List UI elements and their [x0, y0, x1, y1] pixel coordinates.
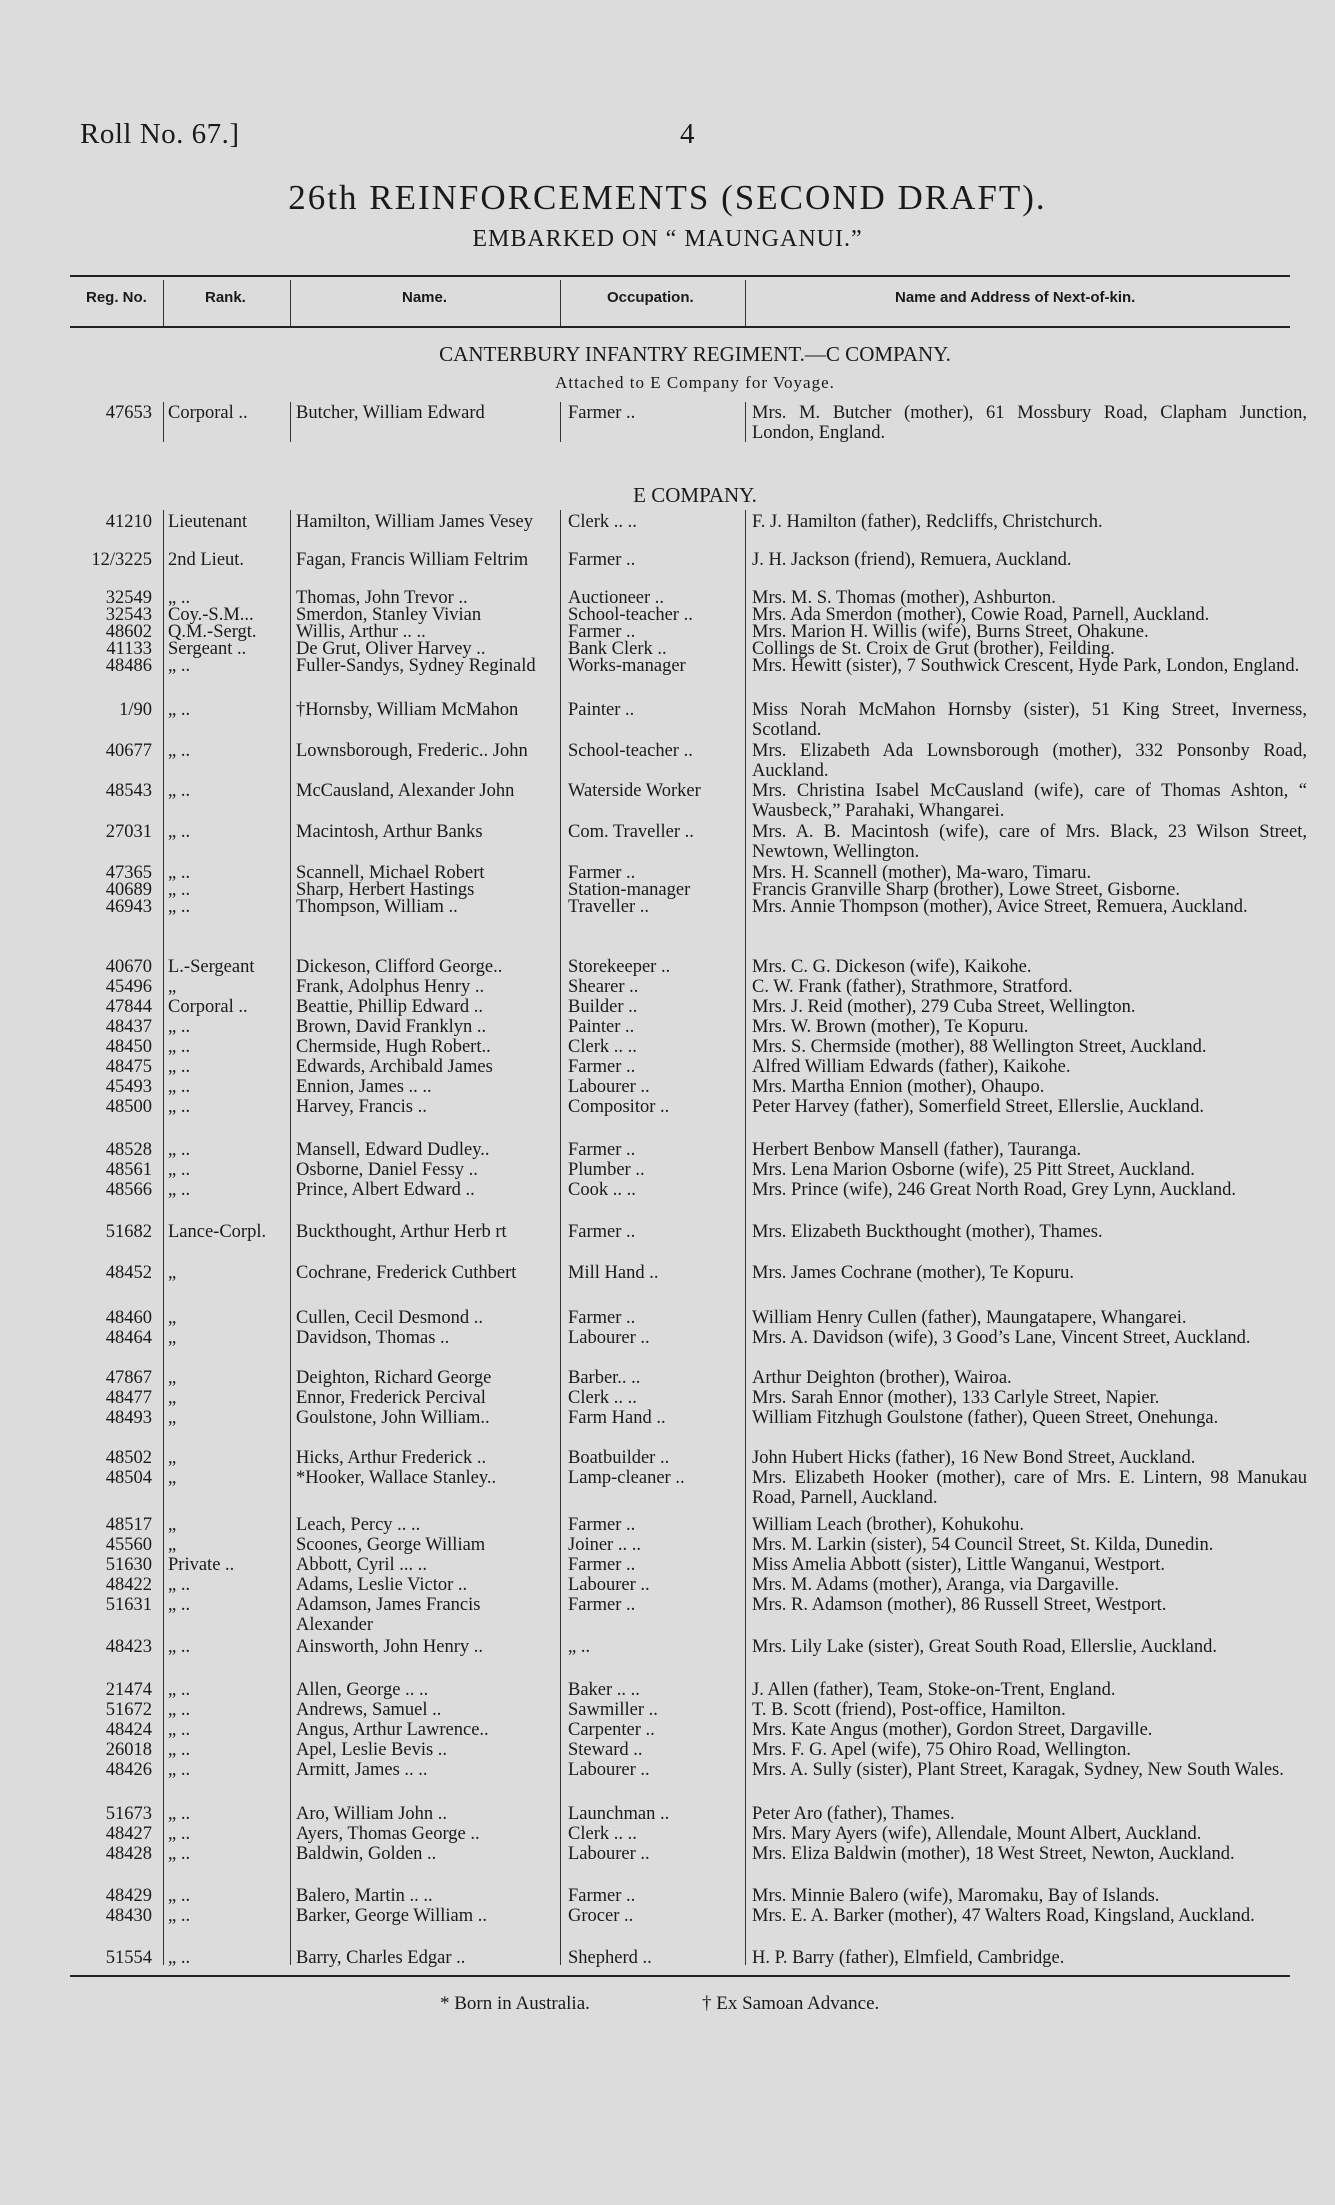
reg-number: 1/90 [119, 700, 152, 720]
reg-number: 48561 [105, 1160, 152, 1180]
occupation: School-teacher .. [568, 741, 693, 761]
reg-number: 48429 [105, 1886, 152, 1906]
rank: Lieutenant [168, 512, 248, 532]
occupation: Boatbuilder .. [568, 1448, 670, 1468]
soldier-name: Thompson, William .. [296, 897, 458, 917]
rank: „ .. [168, 1637, 191, 1657]
column-divider [745, 510, 746, 1965]
next-of-kin: Mrs. W. Brown (mother), Te Kopuru. [752, 1017, 1029, 1037]
soldier-name: Harvey, Francis .. [296, 1097, 427, 1117]
reg-number: 48500 [105, 1097, 152, 1117]
col-header-reg: Reg. No. [86, 289, 147, 306]
soldier-name: Allen, George .. .. [296, 1680, 429, 1700]
reg-number: 48543 [105, 781, 152, 801]
occupation: Barber.. .. [568, 1368, 641, 1388]
soldier-name: Ennion, James .. .. [296, 1077, 432, 1097]
reg-number: 48528 [105, 1140, 152, 1160]
next-of-kin: C. W. Frank (father), Strathmore, Stratford. [752, 977, 1073, 997]
next-of-kin: Collings de St. Croix de Grut (brother), Feilding. [752, 639, 1115, 659]
occupation: Farmer .. [568, 1222, 636, 1242]
next-of-kin: Mrs. Eliza Baldwin (mother), 18 West Street, Newton, Auckland. [752, 1844, 1235, 1864]
soldier-name: Buckthought, Arthur Herb rt [296, 1222, 507, 1242]
next-of-kin: H. P. Barry (father), Elmfield, Cambridge. [752, 1948, 1065, 1968]
occupation: Shepherd .. [568, 1948, 652, 1968]
next-of-kin: Mrs. A. B. Macintosh (wife), care of Mrs. Black, 23 Wilson Street, Newtown, Wellington. [752, 822, 1307, 862]
reg-number: 45493 [105, 1077, 152, 1097]
col-header-name: Name. [402, 289, 448, 306]
reg-number: 40677 [105, 741, 152, 761]
column-divider [560, 510, 561, 1965]
column-divider [745, 402, 746, 442]
rank: Lance-Corpl. [168, 1222, 267, 1242]
rank: „ [168, 1468, 177, 1488]
occupation: Labourer .. [568, 1760, 650, 1780]
next-of-kin: Mrs. James Cochrane (mother), Te Kopuru. [752, 1263, 1075, 1283]
reg-number: 48517 [105, 1515, 152, 1535]
reg-number: 41133 [106, 639, 152, 659]
rank: Q.M.-Sergt. [168, 622, 257, 642]
soldier-name: Prince, Albert Edward .. [296, 1180, 475, 1200]
header-divider [745, 280, 746, 326]
reg-number: 48424 [105, 1720, 152, 1740]
soldier-name: Balero, Martin .. .. [296, 1886, 433, 1906]
rank: „ .. [168, 1906, 191, 1926]
reg-number: 40670 [105, 957, 152, 977]
soldier-name: Apel, Leslie Bevis .. [296, 1740, 448, 1760]
reg-number: 48452 [105, 1263, 152, 1283]
rank: „ .. [168, 1057, 191, 1077]
header-bottom-rule [70, 326, 1290, 328]
occupation: Painter .. [568, 1017, 635, 1037]
header-divider [560, 280, 561, 326]
occupation: Station-manager [568, 880, 691, 900]
reg-number: 45496 [105, 977, 152, 997]
occupation: Grocer .. [568, 1906, 634, 1926]
reg-number: 41210 [105, 512, 152, 532]
occupation: Steward .. [568, 1740, 643, 1760]
table-bottom-rule [70, 1975, 1290, 1977]
reg-number: 48566 [105, 1180, 152, 1200]
rank: „ .. [168, 1824, 191, 1844]
reg-number: 32549 [105, 588, 152, 608]
next-of-kin: Mrs. Marion H. Willis (wife), Burns Street, Ohakune. [752, 622, 1149, 642]
soldier-name: Hicks, Arthur Frederick .. [296, 1448, 487, 1468]
next-of-kin: Mrs. F. G. Apel (wife), 75 Ohiro Road, Wellington. [752, 1740, 1131, 1760]
footnote-born-in-australia: * Born in Australia. [440, 1993, 590, 2014]
next-of-kin: Arthur Deighton (brother), Wairoa. [752, 1368, 1012, 1388]
soldier-name: Adams, Leslie Victor .. [296, 1575, 468, 1595]
column-divider [290, 402, 291, 442]
occupation: Labourer .. [568, 1575, 650, 1595]
column-divider [163, 402, 164, 442]
next-of-kin: Mrs. Elizabeth Buckthought (mother), Thames. [752, 1222, 1103, 1242]
next-of-kin: Mrs. Elizabeth Ada Lownsborough (mother), 332 Ponsonby Road, Auckland. [752, 741, 1307, 781]
occupation: Farmer .. [568, 1057, 636, 1077]
next-of-kin: Mrs. E. A. Barker (mother), 47 Walters Road, Kingsland, Auckland. [752, 1906, 1255, 1926]
rank: „ .. [168, 1595, 191, 1615]
reg-number: 48475 [105, 1057, 152, 1077]
occupation: Farmer .. [568, 1515, 636, 1535]
occupation: School-teacher .. [568, 605, 693, 625]
soldier-name: *Hooker, Wallace Stanley.. [296, 1468, 497, 1488]
occupation: Bank Clerk .. [568, 639, 667, 659]
rank: „ [168, 1388, 177, 1408]
next-of-kin: Mrs. C. G. Dickeson (wife), Kaikohe. [752, 957, 1032, 977]
next-of-kin: Mrs. A. Davidson (wife), 3 Good’s Lane, Vincent Street, Auckland. [752, 1328, 1251, 1348]
reg-number: 48430 [105, 1906, 152, 1926]
next-of-kin: Mrs. R. Adamson (mother), 86 Russell Street, Westport. [752, 1595, 1167, 1615]
occupation: Lamp-cleaner .. [568, 1468, 685, 1488]
occupation: Baker .. .. [568, 1680, 640, 1700]
column-divider [290, 510, 291, 1965]
next-of-kin: Mrs. Ada Smerdon (mother), Cowie Road, Parnell, Auckland. [752, 605, 1210, 625]
reg-number: 40689 [105, 880, 152, 900]
soldier-name: Edwards, Archibald James [296, 1057, 493, 1077]
rank: „ .. [168, 1097, 191, 1117]
next-of-kin: Mrs. Hewitt (sister), 7 Southwick Crescent, Hyde Park, London, England. [752, 656, 1300, 676]
soldier-name: Mansell, Edward Dudley.. [296, 1140, 490, 1160]
rank: „ .. [168, 741, 191, 761]
rank: „ .. [168, 1140, 191, 1160]
rank: „ .. [168, 1180, 191, 1200]
reg-number: 48450 [105, 1037, 152, 1057]
reg-number: 26018 [105, 1740, 152, 1760]
occupation: Mill Hand .. [568, 1263, 659, 1283]
reg-number: 48464 [105, 1328, 152, 1348]
next-of-kin: Miss Norah McMahon Hornsby (sister), 51 King Street, Inverness, Scotland. [752, 700, 1307, 740]
reg-number: 48428 [105, 1844, 152, 1864]
soldier-name: Armitt, James .. .. [296, 1760, 428, 1780]
soldier-name: Willis, Arthur .. .. [296, 622, 426, 642]
occupation: Farm Hand .. [568, 1408, 666, 1428]
soldier-name: Fuller-Sandys, Sydney Reginald [296, 656, 536, 676]
occupation: Traveller .. [568, 897, 650, 917]
rank: „ [168, 1535, 177, 1555]
rank: „ .. [168, 1700, 191, 1720]
reg-number: 45560 [105, 1535, 152, 1555]
occupation: Clerk .. .. [568, 1824, 637, 1844]
next-of-kin: Mrs. Sarah Ennor (mother), 133 Carlyle Street, Napier. [752, 1388, 1160, 1408]
occupation: Farmer .. [568, 403, 636, 423]
rank: Private .. [168, 1555, 235, 1575]
occupation: Farmer .. [568, 1140, 636, 1160]
soldier-name: Chermside, Hugh Robert.. [296, 1037, 491, 1057]
soldier-name: Goulstone, John William.. [296, 1408, 490, 1428]
rank: „ .. [168, 1948, 191, 1968]
soldier-name: Andrews, Samuel .. [296, 1700, 442, 1720]
next-of-kin: William Leach (brother), Kohukohu. [752, 1515, 1025, 1535]
occupation: Clerk .. .. [568, 1037, 637, 1057]
rank: „ .. [168, 863, 191, 883]
rank: „ .. [168, 1037, 191, 1057]
next-of-kin: Mrs. A. Sully (sister), Plant Street, Karagak, Sydney, New South Wales. [752, 1760, 1284, 1780]
next-of-kin: Mrs. S. Chermside (mother), 88 Wellington Street, Auckland. [752, 1037, 1207, 1057]
rank: Coy.-S.M... [168, 605, 254, 625]
rank: 2nd Lieut. [168, 550, 245, 570]
page-subtitle: EMBARKED ON “ MAUNGANUI.” [472, 226, 863, 252]
next-of-kin: F. J. Hamilton (father), Redcliffs, Christchurch. [752, 512, 1103, 532]
reg-number: 51672 [105, 1700, 152, 1720]
reg-number: 51682 [105, 1222, 152, 1242]
occupation: Farmer .. [568, 1308, 636, 1328]
soldier-name: Abbott, Cyril ... .. [296, 1555, 428, 1575]
occupation: Builder .. [568, 997, 638, 1017]
soldier-name: Ennor, Frederick Percival [296, 1388, 486, 1408]
reg-number: 48426 [105, 1760, 152, 1780]
occupation: Cook .. .. [568, 1180, 636, 1200]
rank: „ [168, 1308, 177, 1328]
next-of-kin: William Henry Cullen (father), Maungatapere, Whangarei. [752, 1308, 1187, 1328]
reg-number: 48502 [105, 1448, 152, 1468]
column-divider [560, 402, 561, 442]
rank: „ [168, 977, 177, 997]
rank: „ .. [168, 1575, 191, 1595]
rank: „ [168, 1263, 177, 1283]
reg-number: 48427 [105, 1824, 152, 1844]
rank: „ .. [168, 1160, 191, 1180]
soldier-name: De Grut, Oliver Harvey .. [296, 639, 486, 659]
reg-number: 48422 [105, 1575, 152, 1595]
occupation: Painter .. [568, 700, 635, 720]
rank: „ .. [168, 897, 191, 917]
next-of-kin: John Hubert Hicks (father), 16 New Bond Street, Auckland. [752, 1448, 1196, 1468]
section-title-canterbury: CANTERBURY INFANTRY REGIMENT.—C COMPANY. [439, 342, 951, 366]
reg-number: 48423 [105, 1637, 152, 1657]
occupation: Labourer .. [568, 1077, 650, 1097]
soldier-name: Ainsworth, John Henry .. [296, 1637, 484, 1657]
soldier-name: Adamson, James Francis Alexander [296, 1595, 481, 1635]
occupation: Clerk .. .. [568, 512, 637, 532]
soldier-name: Butcher, William Edward [296, 403, 485, 423]
occupation: Compositor .. [568, 1097, 670, 1117]
footnote-ex-samoan-advance: † Ex Samoan Advance. [702, 1993, 880, 2014]
occupation: Waterside Worker [568, 781, 701, 801]
soldier-name: Macintosh, Arthur Banks [296, 822, 483, 842]
occupation: Farmer .. [568, 1886, 636, 1906]
header-divider [163, 280, 164, 326]
rank: „ .. [168, 1077, 191, 1097]
next-of-kin: Herbert Benbow Mansell (father), Tauranga. [752, 1140, 1082, 1160]
reg-number: 21474 [105, 1680, 152, 1700]
rank: „ .. [168, 1886, 191, 1906]
soldier-name: Leach, Percy .. .. [296, 1515, 421, 1535]
next-of-kin: Mrs. M. Larkin (sister), 54 Council Street, St. Kilda, Dunedin. [752, 1535, 1214, 1555]
occupation: Launchman .. [568, 1804, 670, 1824]
soldier-name: Davidson, Thomas .. [296, 1328, 450, 1348]
col-header-nok: Name and Address of Next-of-kin. [895, 289, 1136, 306]
occupation: Farmer .. [568, 1555, 636, 1575]
page-title: 26th REINFORCEMENTS (SECOND DRAFT). [288, 178, 1047, 217]
soldier-name: Baldwin, Golden .. [296, 1844, 437, 1864]
soldier-name: Barker, George William .. [296, 1906, 487, 1926]
header-top-rule [70, 275, 1290, 277]
reg-number: 51673 [105, 1804, 152, 1824]
rank: „ .. [168, 1804, 191, 1824]
rank: „ .. [168, 700, 191, 720]
occupation: Joiner .. .. [568, 1535, 641, 1555]
soldier-name: Angus, Arthur Lawrence.. [296, 1720, 489, 1740]
reg-number: 47653 [105, 403, 152, 423]
next-of-kin: Miss Amelia Abbott (sister), Little Wanganui, Westport. [752, 1555, 1166, 1575]
next-of-kin: Mrs. Prince (wife), 246 Great North Road, Grey Lynn, Auckland. [752, 1180, 1236, 1200]
soldier-name: Cochrane, Frederick Cuthbert [296, 1263, 517, 1283]
reg-number: 51630 [105, 1555, 152, 1575]
next-of-kin: Mrs. Mary Ayers (wife), Allendale, Mount Albert, Auckland. [752, 1824, 1202, 1844]
rank: L.-Sergeant [168, 957, 255, 977]
occupation: Farmer .. [568, 622, 636, 642]
occupation: Farmer .. [568, 1595, 636, 1615]
soldier-name: Aro, William John .. [296, 1804, 448, 1824]
rank: „ [168, 1448, 177, 1468]
soldier-name: †Hornsby, William McMahon [296, 700, 519, 720]
rank: „ [168, 1368, 177, 1388]
soldier-name: Scoones, George William [296, 1535, 486, 1555]
soldier-name: Thomas, John Trevor .. [296, 588, 468, 608]
soldier-name: Scannell, Michael Robert [296, 863, 485, 883]
rank: „ .. [168, 822, 191, 842]
soldier-name: McCausland, Alexander John [296, 781, 515, 801]
occupation: Shearer .. [568, 977, 639, 997]
next-of-kin: William Fitzhugh Goulstone (father), Queen Street, Onehunga. [752, 1408, 1219, 1428]
soldier-name: Brown, David Franklyn .. [296, 1017, 487, 1037]
next-of-kin: Mrs. Kate Angus (mother), Gordon Street, Dargaville. [752, 1720, 1153, 1740]
rank: „ .. [168, 1017, 191, 1037]
rank: „ .. [168, 1720, 191, 1740]
reg-number: 51631 [105, 1595, 152, 1615]
next-of-kin: Peter Aro (father), Thames. [752, 1804, 955, 1824]
col-header-rank: Rank. [205, 289, 246, 306]
page-number: 4 [680, 118, 695, 150]
next-of-kin: Mrs. Lena Marion Osborne (wife), 25 Pitt Street, Auckland. [752, 1160, 1195, 1180]
next-of-kin: Mrs. H. Scannell (mother), Ma-waro, Timaru. [752, 863, 1092, 883]
occupation: Labourer .. [568, 1844, 650, 1864]
occupation: Carpenter .. [568, 1720, 655, 1740]
next-of-kin: T. B. Scott (friend), Post-office, Hamilton. [752, 1700, 1066, 1720]
occupation: Farmer .. [568, 550, 636, 570]
occupation: Farmer .. [568, 863, 636, 883]
col-header-occupation: Occupation. [607, 289, 694, 306]
next-of-kin: J. Allen (father), Team, Stoke-on-Trent, England. [752, 1680, 1116, 1700]
rank: „ .. [168, 656, 191, 676]
next-of-kin: Mrs. Martha Ennion (mother), Ohaupo. [752, 1077, 1045, 1097]
soldier-name: Fagan, Francis William Feltrim [296, 550, 529, 570]
rank: „ .. [168, 781, 191, 801]
rank: „ .. [168, 588, 191, 608]
occupation: Storekeeper .. [568, 957, 671, 977]
reg-number: 48460 [105, 1308, 152, 1328]
occupation: Works-manager [568, 656, 686, 676]
rank: „ .. [168, 1680, 191, 1700]
next-of-kin: Mrs. Christina Isabel McCausland (wife), care of Thomas Ashton, “ Wausbeck,” Parahaki, Whangarei. [752, 781, 1307, 821]
rank: „ [168, 1328, 177, 1348]
occupation: Labourer .. [568, 1328, 650, 1348]
occupation: Plumber .. [568, 1160, 645, 1180]
section-title-e-company: E COMPANY. [633, 483, 757, 507]
soldier-name: Hamilton, William James Vesey [296, 512, 533, 532]
next-of-kin: Francis Granville Sharp (brother), Lowe Street, Gisborne. [752, 880, 1180, 900]
soldier-name: Lownsborough, Frederic.. John [296, 741, 528, 761]
occupation: Sawmiller .. [568, 1700, 658, 1720]
rank: Sergeant .. [168, 639, 247, 659]
soldier-name: Beattie, Phillip Edward .. [296, 997, 484, 1017]
soldier-name: Ayers, Thomas George .. [296, 1824, 480, 1844]
column-divider [163, 510, 164, 1965]
soldier-name: Cullen, Cecil Desmond .. [296, 1308, 484, 1328]
next-of-kin: Mrs. M. S. Thomas (mother), Ashburton. [752, 588, 1056, 608]
next-of-kin: J. H. Jackson (friend), Remuera, Auckland. [752, 550, 1072, 570]
soldier-name: Osborne, Daniel Fessy .. [296, 1160, 478, 1180]
next-of-kin: Mrs. Lily Lake (sister), Great South Road, Ellerslie, Auckland. [752, 1637, 1217, 1657]
roll-number: Roll No. 67.] [80, 118, 240, 150]
next-of-kin: Mrs. Elizabeth Hooker (mother), care of Mrs. E. Lintern, 98 Manukau Road, Parnell, Auckland. [752, 1468, 1307, 1508]
next-of-kin: Alfred William Edwards (father), Kaikohe. [752, 1057, 1071, 1077]
reg-number: 48477 [105, 1388, 152, 1408]
rank: „ .. [168, 1760, 191, 1780]
header-divider [290, 280, 291, 326]
soldier-name: Smerdon, Stanley Vivian [296, 605, 482, 625]
reg-number: 48493 [105, 1408, 152, 1428]
next-of-kin: Mrs. Annie Thompson (mother), Avice Street, Remuera, Auckland. [752, 897, 1248, 917]
rank: „ [168, 1408, 177, 1428]
next-of-kin: Mrs. J. Reid (mother), 279 Cuba Street, Wellington. [752, 997, 1136, 1017]
reg-number: 12/3225 [91, 550, 152, 570]
rank: „ .. [168, 1740, 191, 1760]
soldier-name: Dickeson, Clifford George.. [296, 957, 503, 977]
reg-number: 48602 [105, 622, 152, 642]
reg-number: 47844 [105, 997, 152, 1017]
next-of-kin: Mrs. M. Adams (mother), Aranga, via Dargaville. [752, 1575, 1120, 1595]
occupation: Clerk .. .. [568, 1388, 637, 1408]
reg-number: 48504 [105, 1468, 152, 1488]
next-of-kin: Mrs. Minnie Balero (wife), Maromaku, Bay of Islands. [752, 1886, 1160, 1906]
rank: „ .. [168, 1844, 191, 1864]
next-of-kin: Peter Harvey (father), Somerfield Street, Ellerslie, Auckland. [752, 1097, 1205, 1117]
occupation: Auctioneer .. [568, 588, 665, 608]
rank: „ .. [168, 880, 191, 900]
soldier-name: Frank, Adolphus Henry .. [296, 977, 485, 997]
next-of-kin: Mrs. M. Butcher (mother), 61 Mossbury Road, Clapham Junction, London, England. [752, 403, 1307, 443]
rank: Corporal .. [168, 403, 248, 423]
reg-number: 32543 [105, 605, 152, 625]
reg-number: 27031 [105, 822, 152, 842]
reg-number: 48437 [105, 1017, 152, 1037]
soldier-name: Barry, Charles Edgar .. [296, 1948, 466, 1968]
reg-number: 46943 [105, 897, 152, 917]
reg-number: 51554 [105, 1948, 152, 1968]
occupation: „ .. [568, 1637, 591, 1657]
soldier-name: Sharp, Herbert Hastings [296, 880, 475, 900]
reg-number: 47867 [105, 1368, 152, 1388]
reg-number: 48486 [105, 656, 152, 676]
rank: „ [168, 1515, 177, 1535]
soldier-name: Deighton, Richard George [296, 1368, 492, 1388]
occupation: Com. Traveller .. [568, 822, 694, 842]
reg-number: 47365 [105, 863, 152, 883]
section-subtitle-attached: Attached to E Company for Voyage. [555, 373, 835, 392]
rank: Corporal .. [168, 997, 248, 1017]
